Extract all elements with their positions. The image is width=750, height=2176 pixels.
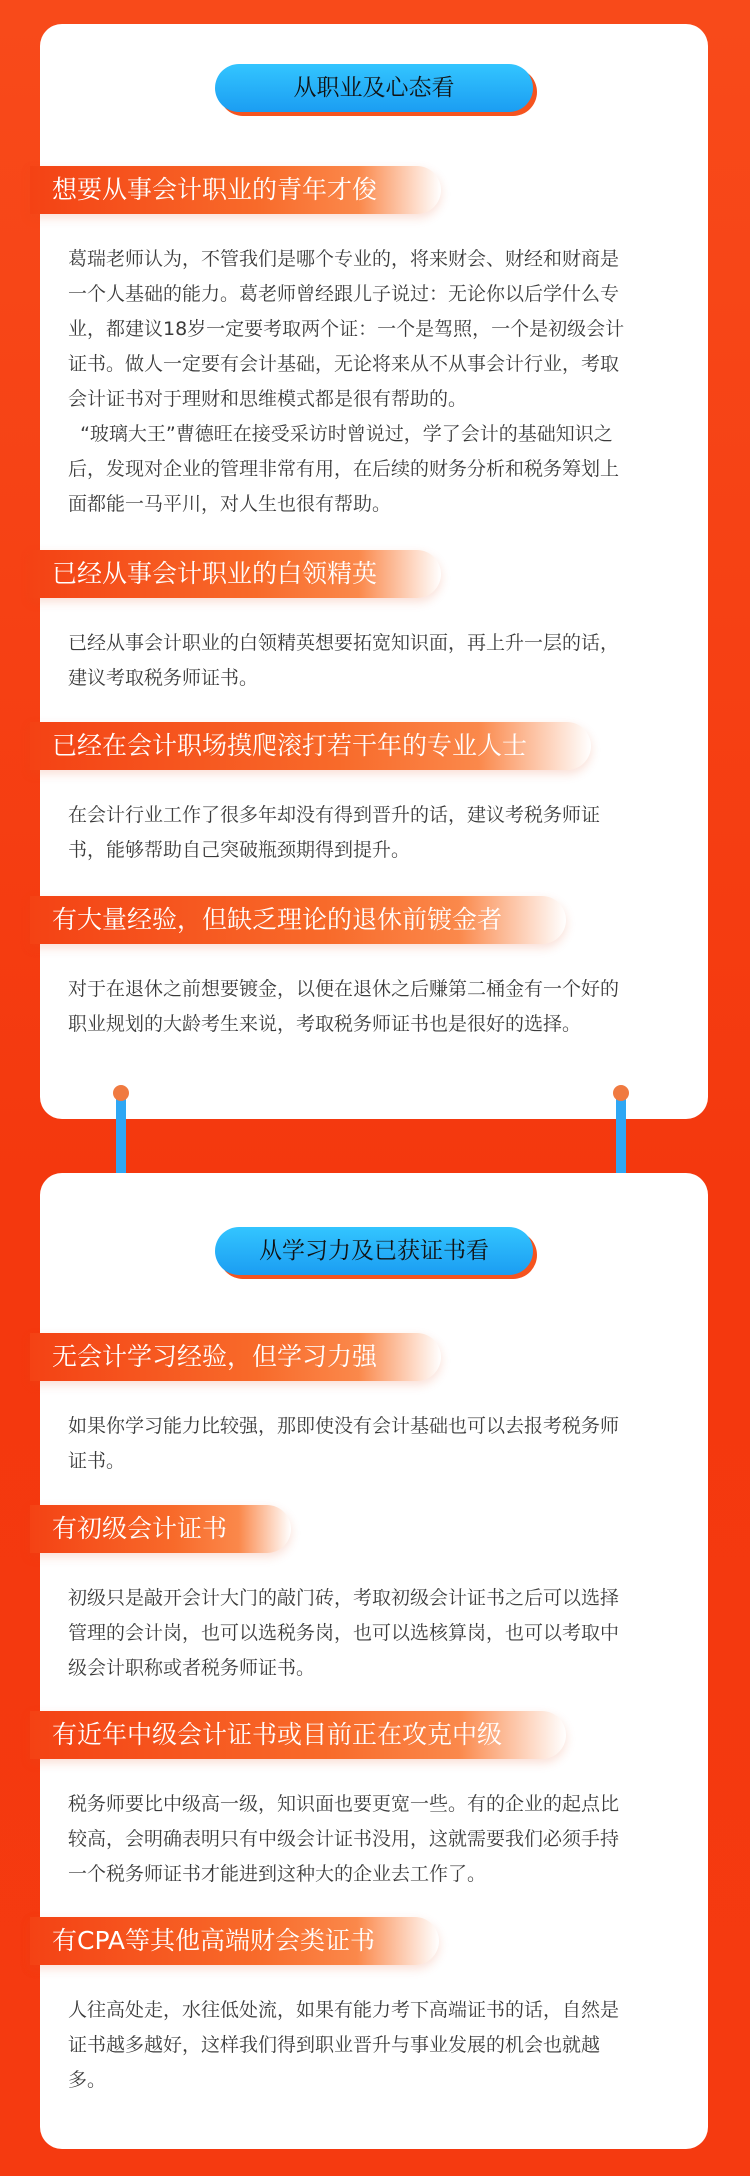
heading-tag: 有近年中级会计证书或目前正在攻克中级 (30, 1711, 566, 1759)
heading-tag: 有大量经验，但缺乏理论的退休前镀金者 (30, 896, 566, 944)
section-card-learning (40, 1173, 708, 2149)
paragraph: 在会计行业工作了很多年却没有得到晋升的话，建议考税务师证 书，能够帮助自己突破瓶颈期得到提升。 (68, 804, 601, 861)
paragraph: 初级只是敲开会计大门的敲门砖，考取初级会计证书之后可以选择 管理的会计岗，也可以选税务岗，也可以选核算岗，也可以考取中 级会计职称或者税务师证书。 (68, 1587, 620, 1679)
heading-tag: 已经从事会计职业的白领精英 (30, 550, 441, 598)
heading-tag: 有CPA等其他高端财会类证书 (30, 1917, 439, 1965)
paragraph: 如果你学习能力比较强，那即使没有会计基础也可以去报考税务师 证书。 (68, 1415, 620, 1472)
paragraph: 对于在退休之前想要镀金，以便在退休之后赚第二桶金有一个好的 职业规划的大龄考生来说，考取税务师证书也是很好的选择。 (68, 978, 620, 1035)
heading-tag: 已经在会计职场摸爬滚打若干年的专业人士 (30, 722, 591, 770)
section-title: 从学习力及已获证书看 (215, 1227, 533, 1275)
paragraph: 人往高处走，水往低处流，如果有能力考下高端证书的话，自然是 证书越多越好，这样我们得到职业晋升与事业发展的机会也就越 多。 (68, 1999, 620, 2091)
paragraph: 已经从事会计职业的白领精英想要拓宽知识面，再上升一层的话， 建议考取税务师证书。 (68, 632, 620, 689)
section-card-career (40, 24, 708, 1119)
paragraph: 税务师要比中级高一级，知识面也要更宽一些。有的企业的起点比 较高，会明确表明只有中级会计证书没用，这就需要我们必须手持 一个税务师证书才能进到这种大的企业去工作了。 (68, 1793, 620, 1885)
connector-dot-top (113, 1085, 129, 1101)
paragraph: 葛瑞老师认为，不管我们是哪个专业的，将来财会、财经和财商是 一个人基础的能力。葛老师曾经跟儿子说过：无论你以后学什么专 业，都建议18岁一定要考取两个证：一个是驾照，一个是初级会计 证书。做人一定要有会计基础，无论将来从不从事会计行业，考取 会计证书对于理财和思维模式都是很有帮助的。 “玻璃大王”曹德旺在接受采访时曾说过，学了会计的基础知识之 后，发现对企业的管理非常有用，在后续的财务分析和税务筹划上 面都能一马平川，对人生也很有帮助。 (68, 248, 625, 515)
section-title: 从职业及心态看 (215, 64, 533, 112)
connector-dot-top (613, 1085, 629, 1101)
heading-tag: 无会计学习经验，但学习力强 (30, 1333, 441, 1381)
heading-tag: 想要从事会计职业的青年才俊 (30, 166, 441, 214)
heading-tag: 有初级会计证书 (30, 1505, 291, 1553)
